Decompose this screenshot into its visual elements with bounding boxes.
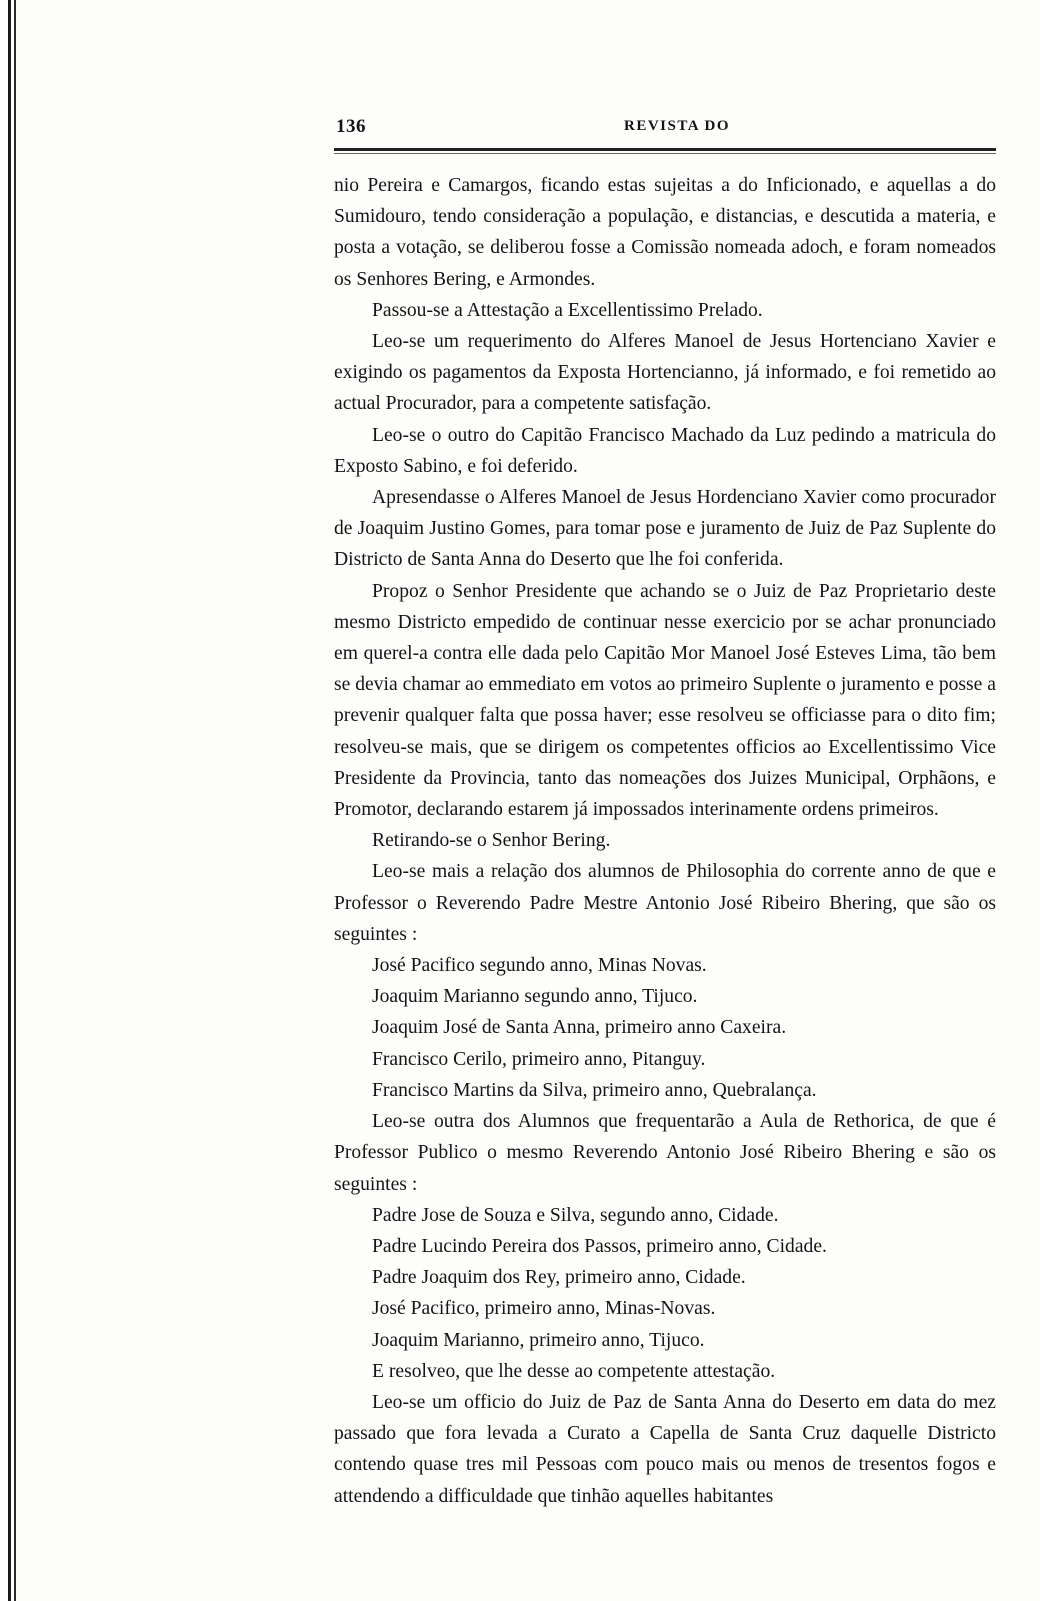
- paragraph-continued: nio Pereira e Camargos, ficando estas sujeitas a do Inficionado, e aquellas a do Sumidouro, tendo consideração a população, e distancias, e descutida a materia, e posta a votação, se deliberou fosse a Comissão nomeada adoch, e foram nomeados os Senhores Bering, e Armondes.: [334, 175, 996, 290]
- page-text: [334, 170, 996, 1512]
- list-item: Francisco Martins da Silva, primeiro anno, Quebralança.: [372, 1079, 817, 1101]
- paragraph: Leo-se um requerimento do Alferes Manoel de Jesus Hortenciano Xavier e exigindo os pagamentos da Exposta Hortencianno, já informado, e foi remetido ao actual Procurador, para a competente satisfação.: [334, 331, 996, 415]
- paragraph: Propoz o Senhor Presidente que achando se o Juiz de Paz Proprietario deste mesmo Districto empedido de continuar nesse exercicio por se achar pronunciado em querel-a contra elle dada pelo Capitão Mor Manoel José Esteves Lima, tão bem se devia chamar ao emmediato em votos ao primeiro Suplente o juramento e posse a prevenir qualquer falta que possa haver; esse resolveu se officiasse para o dito fim; resolveu-se mais, que se dirigem os competentes officios ao Excellentissimo Vice Presidente da Provincia, tanto das nomeações dos Juizes Municipal, Orphãons, e Promotor, declarando estarem já impossados interinamente ordens primeiros.: [334, 580, 996, 821]
- paragraph: Leo-se mais a relação dos alumnos de Philosophia do corrente anno de que e Professor o Reverendo Padre Mestre Antonio José Ribeiro Bhering, que são os seguintes :: [334, 861, 996, 945]
- header-rule-thin: [334, 153, 996, 154]
- paragraph: Leo-se o outro do Capitão Francisco Machado da Luz pedindo a matricula do Exposto Sabino, e foi deferido.: [334, 424, 996, 477]
- list-item: Joaquim Marianno segundo anno, Tijuco.: [372, 986, 698, 1008]
- paragraph: Leo-se outra dos Alumnos que frequentarão a Aula de Rethorica, de que é Professor Publico o mesmo Reverendo Antonio José Ribeiro Bhering e são os seguintes :: [334, 1111, 996, 1195]
- list-item: José Pacifico, primeiro anno, Minas-Novas.: [372, 1298, 716, 1320]
- page-header: [336, 116, 996, 142]
- list-item: Padre Joaquim dos Rey, primeiro anno, Cidade.: [372, 1267, 746, 1289]
- header-rule: [334, 148, 996, 151]
- page-number: 136: [336, 116, 366, 137]
- paragraph: Retirando-se o Senhor Bering.: [372, 830, 611, 852]
- paragraph: E resolveo, que lhe desse ao competente attestação.: [372, 1360, 776, 1382]
- list-item: Padre Lucindo Pereira dos Passos, primeiro anno, Cidade.: [372, 1235, 827, 1257]
- list-item: Padre Jose de Souza e Silva, segundo anno, Cidade.: [372, 1204, 779, 1226]
- list-item: Joaquim José de Santa Anna, primeiro anno Caxeira.: [372, 1017, 787, 1039]
- list-item: Francisco Cerilo, primeiro anno, Pitanguy.: [372, 1048, 706, 1070]
- paragraph: Apresendasse o Alferes Manoel de Jesus Hordenciano Xavier como procurador de Joaquim Justino Gomes, para tomar pose e juramento de Juiz de Paz Suplente do Districto de Santa Anna do Deserto que lhe foi conferida.: [334, 487, 996, 571]
- page-binding-edge: [0, 0, 16, 1601]
- paragraph: Passou-se a Attestação a Excellentissimo Prelado.: [372, 299, 763, 321]
- running-title: REVISTA DO: [624, 118, 730, 134]
- list-item: Joaquim Marianno, primeiro anno, Tijuco.: [372, 1329, 705, 1351]
- list-item: José Pacifico segundo anno, Minas Novas.: [372, 955, 707, 977]
- paragraph: Leo-se um officio do Juiz de Paz de Santa Anna do Deserto em data do mez passado que fora levada a Curato a Capella de Santa Cruz daquelle Districto contendo quase tres mil Pessoas com pouco mais ou menos de tresentos fogos e attendendo a difficuldade que tinhão aquelles habitantes: [334, 1391, 996, 1507]
